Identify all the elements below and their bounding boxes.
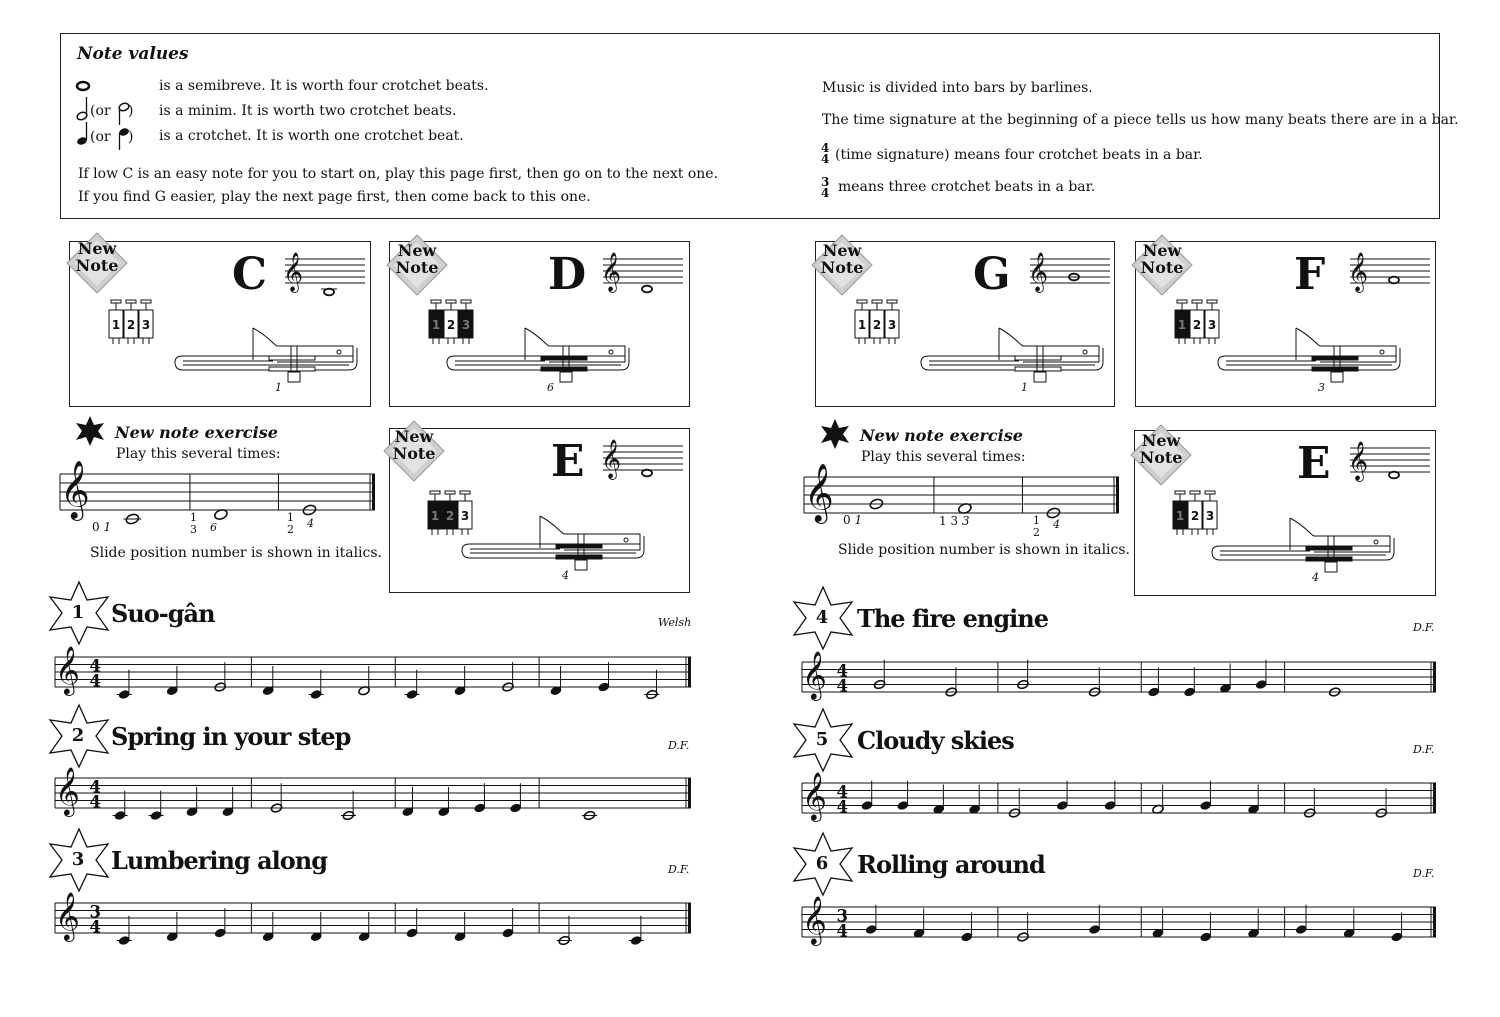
svg-text:3: 3 xyxy=(461,318,471,332)
note-staff xyxy=(1350,253,1440,313)
slide-2: 6 xyxy=(210,521,217,534)
note-letter: D xyxy=(548,249,587,300)
svg-text:4: 4 xyxy=(89,792,101,812)
fingering-1: 0 1 xyxy=(92,520,112,534)
slide-3: 4 xyxy=(307,517,314,530)
slide-r3: 4 xyxy=(1053,518,1060,531)
star-bullet-icon xyxy=(819,418,851,450)
note-letter: G xyxy=(973,249,1011,300)
slide-position: 1 xyxy=(275,381,282,394)
new-note-badge: New Note xyxy=(66,232,128,294)
tune-staff xyxy=(802,897,1440,957)
semibreve-note xyxy=(642,286,652,293)
slide-position: 6 xyxy=(547,381,554,394)
tune-staff xyxy=(802,652,1440,712)
tune-number: 3 xyxy=(71,849,85,870)
instruction-line-1: If low C is an easy note for you to start on, play this page first, then go on to the next one. xyxy=(78,166,719,182)
treble-clef-icon: 𝄞 xyxy=(804,462,834,522)
crotchet-text: is a crotchet. It is worth one crotchet beat. xyxy=(159,128,464,144)
svg-text:4: 4 xyxy=(836,676,848,696)
tune-number-star-icon xyxy=(46,580,112,646)
treble-clef-icon: 𝄞 xyxy=(55,645,80,694)
svg-text:4: 4 xyxy=(836,661,848,681)
svg-text:𝄞: 𝄞 xyxy=(1348,441,1369,481)
new-note-badge: New Note xyxy=(811,234,873,296)
slide-position: 1 xyxy=(1021,381,1028,394)
fingering-r3: 1 2 xyxy=(1033,514,1040,539)
slide-position: 3 xyxy=(1318,381,1325,394)
svg-text:1: 1 xyxy=(1177,318,1187,332)
note-staff xyxy=(1030,253,1120,313)
star-bullet-icon xyxy=(74,415,106,447)
note-letter: E xyxy=(551,436,585,487)
svg-text:4: 4 xyxy=(836,782,848,802)
tune-title: The fire engine xyxy=(857,604,1048,633)
exercise-foot-left: Slide position number is shown in italics. xyxy=(90,545,383,561)
exercise-sub-right: Play this several times: xyxy=(861,449,1026,465)
note-staff xyxy=(1350,442,1440,502)
svg-text:4: 4 xyxy=(89,671,101,691)
note-staff xyxy=(603,253,693,313)
trombone-slide-diagram xyxy=(1216,322,1406,392)
tune-composer: Welsh xyxy=(658,616,692,629)
trombone-slide-diagram xyxy=(445,322,635,392)
minim-icon xyxy=(76,95,90,121)
semibreve-text: is a semibreve. It is worth four crotchet beats. xyxy=(159,78,489,94)
tune-number: 6 xyxy=(815,853,829,874)
three-four-text: means three crotchet beats in a bar. xyxy=(838,179,1096,195)
note-staff xyxy=(285,253,375,313)
time-sig-34: 3 4 xyxy=(821,175,830,200)
treble-clef-icon: 𝄞 xyxy=(55,766,80,815)
tune-number-star-icon xyxy=(46,827,112,893)
crotchet-icon xyxy=(76,120,90,146)
svg-text:3: 3 xyxy=(1205,509,1215,523)
new-note-badge: New Note xyxy=(386,234,448,296)
svg-text:2: 2 xyxy=(872,318,882,332)
svg-text:4: 4 xyxy=(836,797,848,817)
note-letter: F xyxy=(1294,249,1326,300)
svg-text:3: 3 xyxy=(460,509,470,523)
fingering-r1: 0 1 xyxy=(843,513,863,527)
svg-text:𝄞: 𝄞 xyxy=(1028,252,1049,292)
tune-number-star-icon xyxy=(790,707,856,773)
svg-text:1: 1 xyxy=(857,318,867,332)
tune-number-star-icon xyxy=(46,703,112,769)
exercise-title-left: New note exercise xyxy=(115,423,278,442)
tune-number: 4 xyxy=(815,607,829,628)
svg-text:3: 3 xyxy=(141,318,151,332)
semibreve-note xyxy=(1389,277,1399,284)
minim-or-label: (or xyxy=(90,103,111,119)
trombone-slide-diagram xyxy=(460,510,650,580)
svg-text:𝄞: 𝄞 xyxy=(1348,252,1369,292)
note-letter: C xyxy=(232,249,268,300)
minim-text: is a minim. It is worth two crotchet beats. xyxy=(159,103,457,119)
svg-text:𝄞: 𝄞 xyxy=(601,439,622,479)
semibreve-note xyxy=(324,289,334,296)
timesig-text: The time signature at the beginning of a piece tells us how many beats there are in a bar. xyxy=(822,112,1459,128)
slide-position: 4 xyxy=(562,569,569,582)
svg-text:3: 3 xyxy=(1207,318,1217,332)
semibreve-note xyxy=(642,470,652,477)
svg-text:4: 4 xyxy=(89,656,101,676)
tune-number: 1 xyxy=(71,602,85,623)
time-sig-44: 4 4 xyxy=(821,141,830,166)
exercise-sub-left: Play this several times: xyxy=(116,446,281,462)
exercise-staff-left xyxy=(60,459,379,530)
tune-composer: D.F. xyxy=(668,739,690,752)
treble-clef-icon: 𝄞 xyxy=(60,459,90,519)
svg-text:𝄞: 𝄞 xyxy=(601,252,622,292)
svg-text:2: 2 xyxy=(1192,318,1202,332)
exercise-title-right: New note exercise xyxy=(860,426,1023,445)
trombone-slide-diagram xyxy=(1210,512,1400,582)
tune-staff xyxy=(55,647,695,707)
new-note-badge: New Note xyxy=(1130,424,1192,486)
tune-composer: D.F. xyxy=(1413,743,1435,756)
svg-text:2: 2 xyxy=(126,318,136,332)
fingering-2: 1 3 xyxy=(190,511,197,536)
instruction-line-2: If you find G easier, play the next page first, then come back to this one. xyxy=(78,189,591,205)
semibreve-note xyxy=(1389,472,1399,479)
exercise-staff-right xyxy=(804,462,1123,533)
tune-composer: D.F. xyxy=(1413,621,1435,634)
svg-text:2: 2 xyxy=(445,509,455,523)
svg-text:1: 1 xyxy=(111,318,121,332)
new-note-badge: New Note xyxy=(1131,234,1193,296)
tune-staff xyxy=(802,773,1440,833)
paren-close-2: ) xyxy=(128,129,134,145)
tune-composer: D.F. xyxy=(668,863,690,876)
tune-number: 2 xyxy=(71,725,85,746)
tune-number-star-icon xyxy=(790,831,856,897)
tune-title: Cloudy skies xyxy=(857,726,1014,755)
svg-text:2: 2 xyxy=(446,318,456,332)
note-staff xyxy=(603,440,693,500)
svg-text:3: 3 xyxy=(836,906,848,926)
tune-title: Lumbering along xyxy=(111,846,328,875)
svg-text:4: 4 xyxy=(89,777,101,797)
fingering-r2: 1 3 3 xyxy=(939,514,970,528)
tune-title: Spring in your step xyxy=(111,722,351,751)
valve-diagram xyxy=(109,300,159,350)
svg-text:4: 4 xyxy=(89,917,101,937)
note-letter: E xyxy=(1297,438,1331,489)
note-values-title: Note values xyxy=(77,44,189,64)
tune-number: 5 xyxy=(815,729,829,750)
tune-composer: D.F. xyxy=(1413,867,1435,880)
paren-close: ) xyxy=(128,103,134,119)
tune-staff xyxy=(55,893,695,953)
crotchet-or-label: (or xyxy=(90,129,111,145)
svg-text:4: 4 xyxy=(836,921,848,941)
tune-title: Rolling around xyxy=(857,850,1045,879)
treble-clef-icon: 𝄞 xyxy=(802,771,827,820)
bars-text: Music is divided into bars by barlines. xyxy=(822,80,1093,96)
slide-position: 4 xyxy=(1312,571,1319,584)
exercise-foot-right: Slide position number is shown in italics. xyxy=(838,542,1131,558)
svg-text:2: 2 xyxy=(1190,509,1200,523)
tune-number-star-icon xyxy=(790,585,856,651)
fingering-3: 1 2 xyxy=(287,511,294,536)
new-note-badge: New Note xyxy=(383,420,445,482)
valve-diagram xyxy=(855,300,905,350)
tune-title: Suo-gân xyxy=(111,599,215,628)
svg-text:1: 1 xyxy=(1175,509,1185,523)
svg-text:1: 1 xyxy=(430,509,440,523)
semibreve-icon xyxy=(76,80,90,92)
treble-clef-icon: 𝄞 xyxy=(55,891,80,940)
trombone-slide-diagram xyxy=(919,322,1109,392)
svg-text:3: 3 xyxy=(887,318,897,332)
treble-clef-icon: 𝄞 xyxy=(802,895,827,944)
svg-text:1: 1 xyxy=(431,318,441,332)
svg-text:3: 3 xyxy=(89,902,101,922)
tune-staff xyxy=(55,768,695,828)
trombone-slide-diagram xyxy=(173,322,363,392)
treble-clef-icon: 𝄞 xyxy=(802,650,827,699)
four-four-text: (time signature) means four crotchet beats in a bar. xyxy=(835,147,1203,163)
svg-text:𝄞: 𝄞 xyxy=(283,252,304,292)
